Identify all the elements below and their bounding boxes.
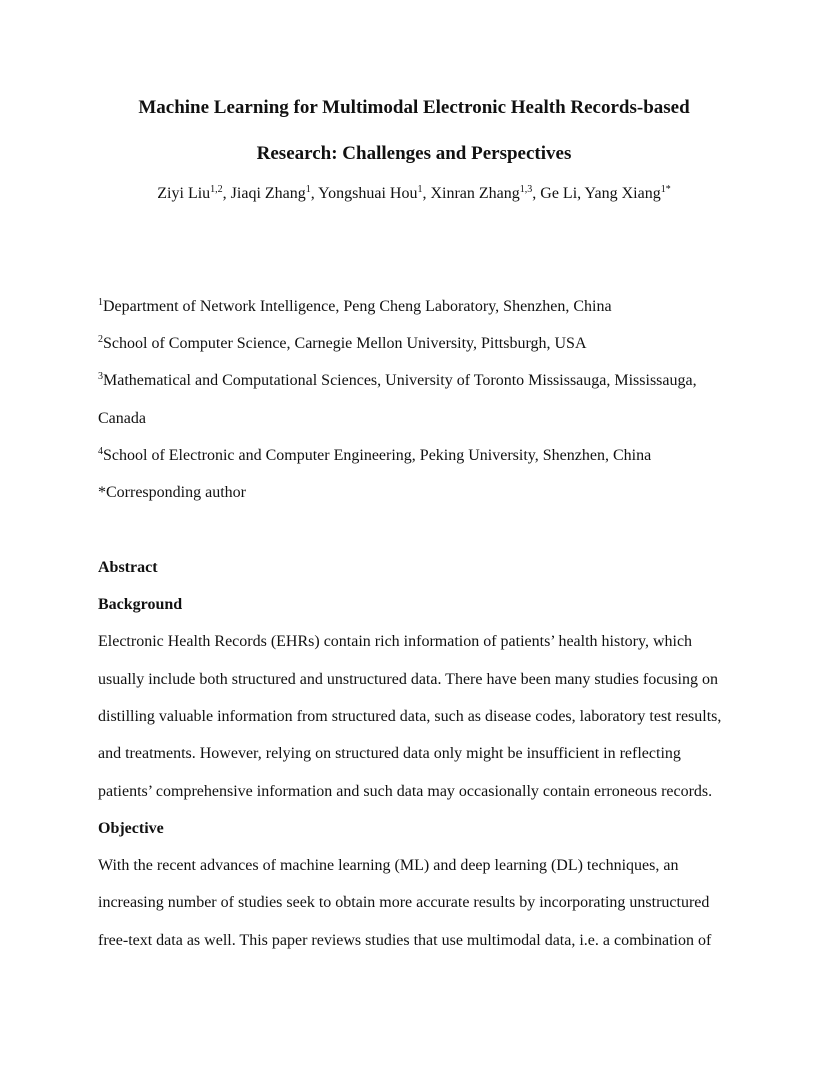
author-affiliation-mark: 1 bbox=[417, 184, 423, 195]
affiliation-mark: 3 bbox=[98, 371, 103, 382]
author-name: Ge Li bbox=[540, 185, 578, 202]
affiliation-1 bbox=[98, 296, 612, 318]
objective-line: free-text data as well. This paper reviews studies that use multimodal data, i.e. a combination of bbox=[98, 932, 712, 949]
author-name: Jiaqi Zhang bbox=[230, 185, 306, 202]
background-line: Electronic Health Records (EHRs) contain rich information of patients’ health history, which bbox=[98, 633, 693, 650]
background-heading: Background bbox=[98, 596, 183, 613]
paper-title-line-2: Research: Challenges and Perspectives bbox=[256, 143, 572, 164]
background-line: patients’ comprehensive information and such data may occasionally contain erroneous records. bbox=[98, 783, 713, 800]
affiliation-text: Canada bbox=[98, 410, 146, 427]
affiliation-text: School of Computer Science, Carnegie Mellon University, Pittsburgh, USA bbox=[103, 335, 587, 352]
affiliation-text: Department of Network Intelligence, Peng Cheng Laboratory, Shenzhen, China bbox=[103, 298, 612, 315]
author-separator: , bbox=[310, 185, 319, 202]
author-affiliation-mark: 1* bbox=[660, 184, 671, 195]
background-line: usually include both structured and unstructured data. There have been many studies focusing on bbox=[98, 671, 718, 688]
author-list bbox=[0, 183, 828, 205]
corresponding-author-note bbox=[98, 482, 246, 504]
affiliation-mark: 4 bbox=[98, 446, 103, 457]
author-separator: , bbox=[422, 185, 431, 202]
affiliation-3-continued bbox=[98, 408, 146, 430]
author-affiliation-mark: 1,3 bbox=[519, 184, 533, 195]
paper-title-line-1: Machine Learning for Multimodal Electronic Health Records-based bbox=[138, 97, 690, 118]
affiliation-mark: 1 bbox=[98, 297, 103, 308]
background-line: and treatments. However, relying on structured data only might be insufficient in reflecting bbox=[98, 745, 681, 762]
affiliation-2 bbox=[98, 333, 587, 355]
affiliation-3 bbox=[98, 370, 697, 392]
affiliation-text: School of Electronic and Computer Engineering, Peking University, Shenzhen, China bbox=[103, 447, 652, 464]
objective-heading: Objective bbox=[98, 820, 164, 837]
author-separator: , bbox=[222, 185, 231, 202]
author-affiliation-mark: 1,2 bbox=[210, 184, 223, 195]
author-name: Ziyi Liu bbox=[157, 185, 211, 202]
affiliation-4 bbox=[98, 445, 651, 467]
abstract-heading: Abstract bbox=[98, 559, 158, 576]
author-separator: , bbox=[577, 185, 585, 202]
affiliation-text: Mathematical and Computational Sciences, University of Toronto Mississauga, Mississauga, bbox=[103, 372, 697, 389]
background-line: distilling valuable information from structured data, such as disease codes, laboratory test results, bbox=[98, 708, 722, 725]
author-name: Yongshuai Hou bbox=[318, 185, 418, 202]
objective-line: increasing number of studies seek to obtain more accurate results by incorporating unstructured bbox=[98, 894, 710, 911]
objective-line: With the recent advances of machine learning (ML) and deep learning (DL) techniques, an bbox=[98, 857, 679, 874]
affiliation-mark: 2 bbox=[98, 334, 103, 345]
author-affiliation-mark: 1 bbox=[305, 184, 311, 195]
corresponding-author-text: *Corresponding author bbox=[98, 484, 246, 501]
author-name: Yang Xiang bbox=[584, 185, 661, 202]
author-separator: , bbox=[532, 185, 541, 202]
author-name: Xinran Zhang bbox=[430, 185, 520, 202]
